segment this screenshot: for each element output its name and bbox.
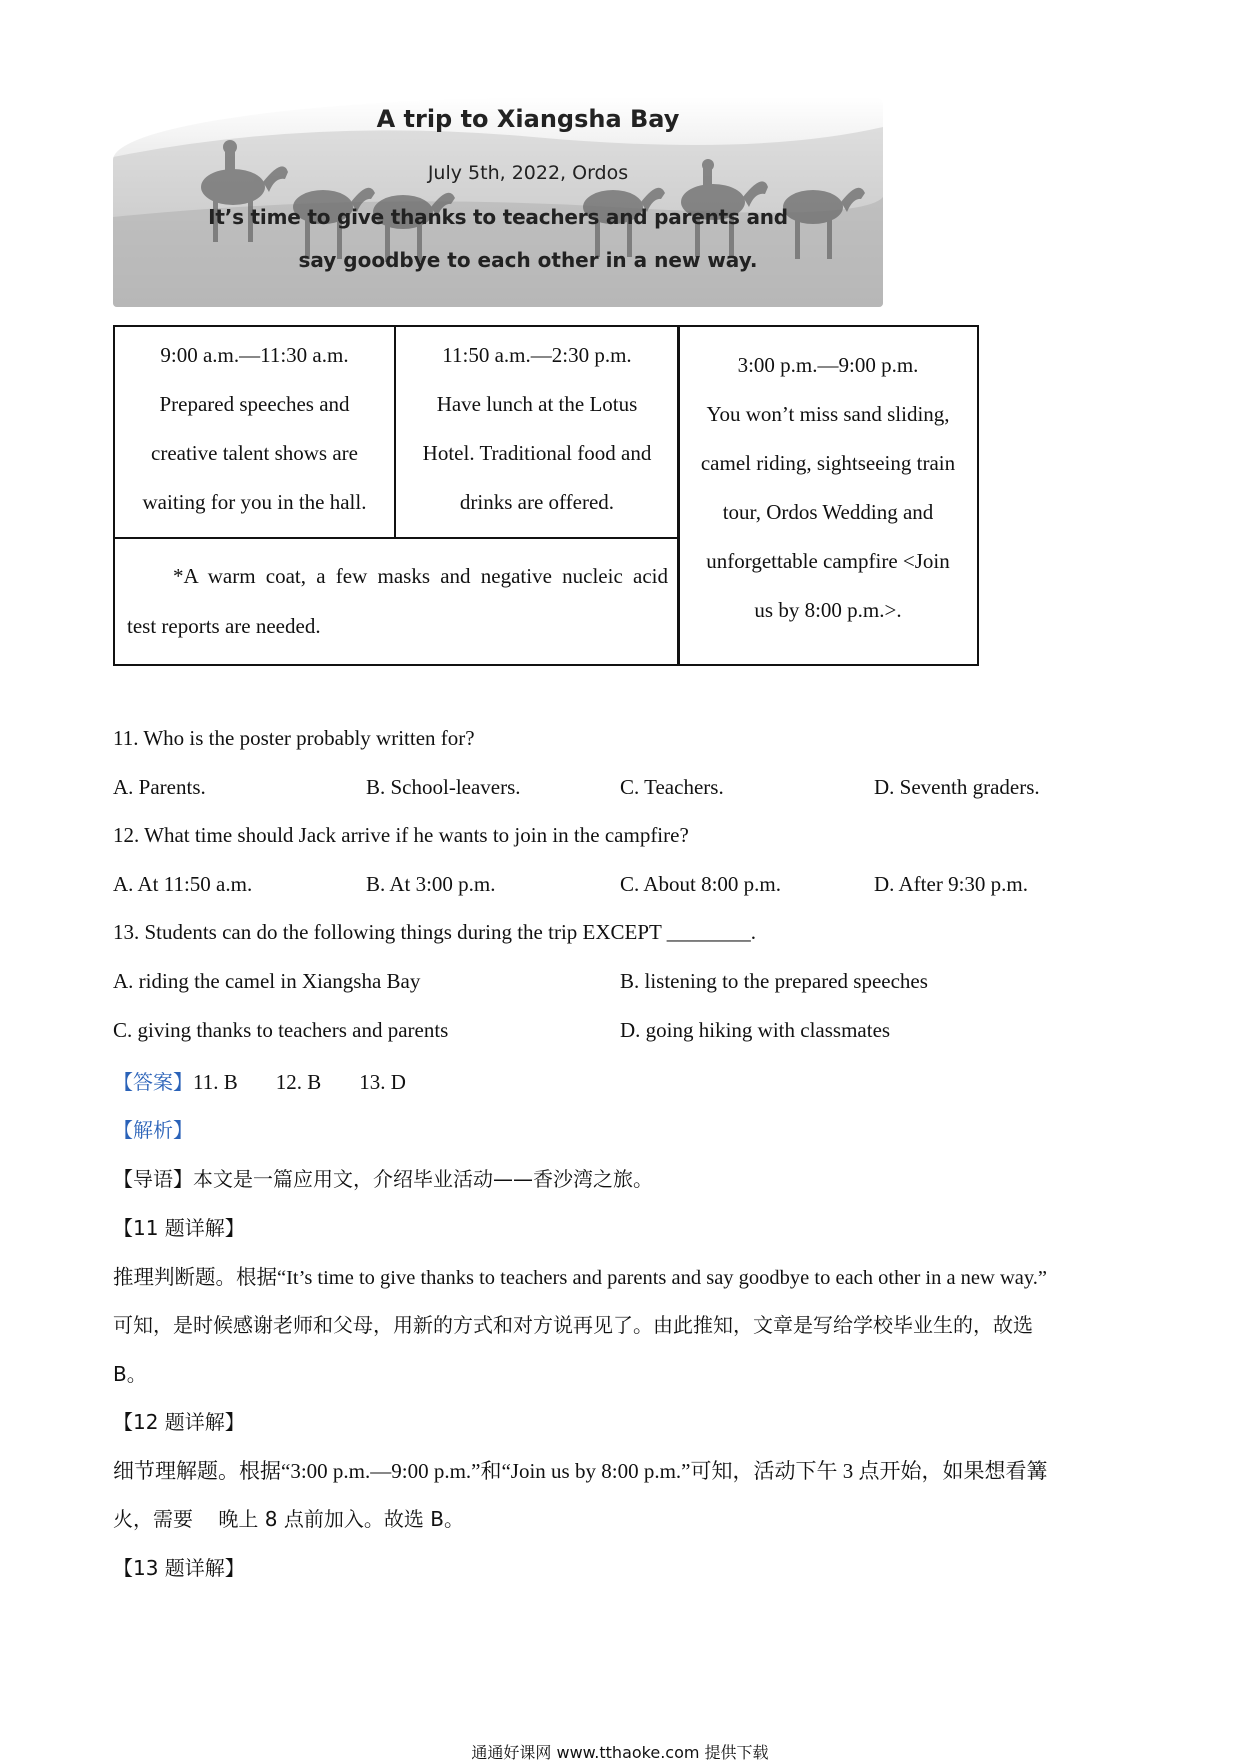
question-13: 13. Students can do the following things during the trip EXCEPT ________. [113,920,756,944]
schedule-time: 9:00 a.m.—11:30 a.m. [160,343,349,367]
answer-12: 12. B [275,1070,322,1094]
schedule-text: You won’t miss sand sliding, [706,402,950,426]
schedule-text: unforgettable campfire <Join [706,549,950,573]
schedule-lunch-cell [394,325,680,539]
option-12d: D. After 9:30 p.m. [874,872,1028,896]
q11-detail-heading: 【11 题详解】 [113,1216,245,1240]
schedule-text: camel riding, sightseeing train [700,451,956,475]
q11-detail-line1: 推理判断题。根据“It’s time to give thanks to teachers and parents and say goodbye to each other in a new way.” [113,1267,1048,1289]
option-11a: A. Parents. [113,775,206,799]
poster-slogan-line1: It’s time to give thanks to teachers and parents and [208,205,788,229]
q12-detail-line2: 火，需要 晚上 8 点前加入。故选 B。 [113,1507,464,1531]
question-12: 12. What time should Jack arrive if he wants to join in the campfire? [113,823,689,847]
q12-detail-line1: 细节理解题。根据“3:00 p.m.—9:00 p.m.”和“Join us by 8:00 p.m.”可知，活动下午 3 点开始，如果想看篝 [113,1459,1048,1483]
q11-detail-line2: 可知，是时候感谢老师和父母，用新的方式和对方说再见了。由此推知，文章是写给学校毕业生的，故选 [113,1313,1033,1337]
q12-detail-heading: 【12 题详解】 [113,1410,245,1434]
poster-date: July 5th, 2022, Ordos [427,162,629,184]
schedule-text: drinks are offered. [459,490,615,514]
option-13b: B. listening to the prepared speeches [620,969,928,993]
answer-label: 【答案】 [113,1070,193,1094]
schedule-morning-cell [113,325,396,539]
schedule-afternoon-cell [677,325,979,666]
analysis-label: 【解析】 [113,1118,193,1142]
option-11c: C. Teachers. [620,775,724,799]
analysis-guide: 【导语】本文是一篇应用文，介绍毕业活动——香沙湾之旅。 [113,1167,653,1191]
schedule-text: Hotel. Traditional food and [422,441,652,465]
q11-detail-line3: B。 [113,1362,147,1386]
q13-detail-heading: 【13 题详解】 [113,1556,245,1580]
answer-11: 11. B [193,1070,238,1094]
option-13d: D. going hiking with classmates [620,1018,891,1042]
option-12c: C. About 8:00 p.m. [620,872,782,896]
schedule-time: 3:00 p.m.—9:00 p.m. [737,353,919,377]
note-line1: *A warm coat, a few masks and negative nucleic acid [173,564,668,588]
question-11: 11. Who is the poster probably written for? [113,726,475,750]
schedule-text: creative talent shows are [151,441,358,465]
poster-banner [113,97,883,307]
option-13c: C. giving thanks to teachers and parents [113,1018,449,1042]
schedule-text: waiting for you in the hall. [142,490,367,514]
poster-title: A trip to Xiangsha Bay [376,105,680,133]
schedule-text: Prepared speeches and [159,392,350,416]
schedule-text: us by 8:00 p.m.>. [754,598,902,622]
schedule-note-cell [113,537,680,666]
page-footer: 通通好课网 www.tthaoke.com 提供下载 [471,1743,769,1762]
option-11b: B. School-leavers. [366,775,521,799]
schedule-text: tour, Ordos Wedding and [722,500,934,524]
schedule-text: Have lunch at the Lotus [436,392,638,416]
answer-line [113,1066,406,1095]
option-12a: A. At 11:50 a.m. [113,872,253,896]
option-12b: B. At 3:00 p.m. [366,872,496,896]
schedule-time: 11:50 a.m.—2:30 p.m. [442,343,632,367]
option-13a: A. riding the camel in Xiangsha Bay [113,969,421,993]
poster-slogan-line2: say goodbye to each other in a new way. [298,248,758,272]
answer-13: 13. D [359,1070,406,1094]
option-11d: D. Seventh graders. [874,775,1040,799]
note-line2: test reports are needed. [127,614,321,638]
